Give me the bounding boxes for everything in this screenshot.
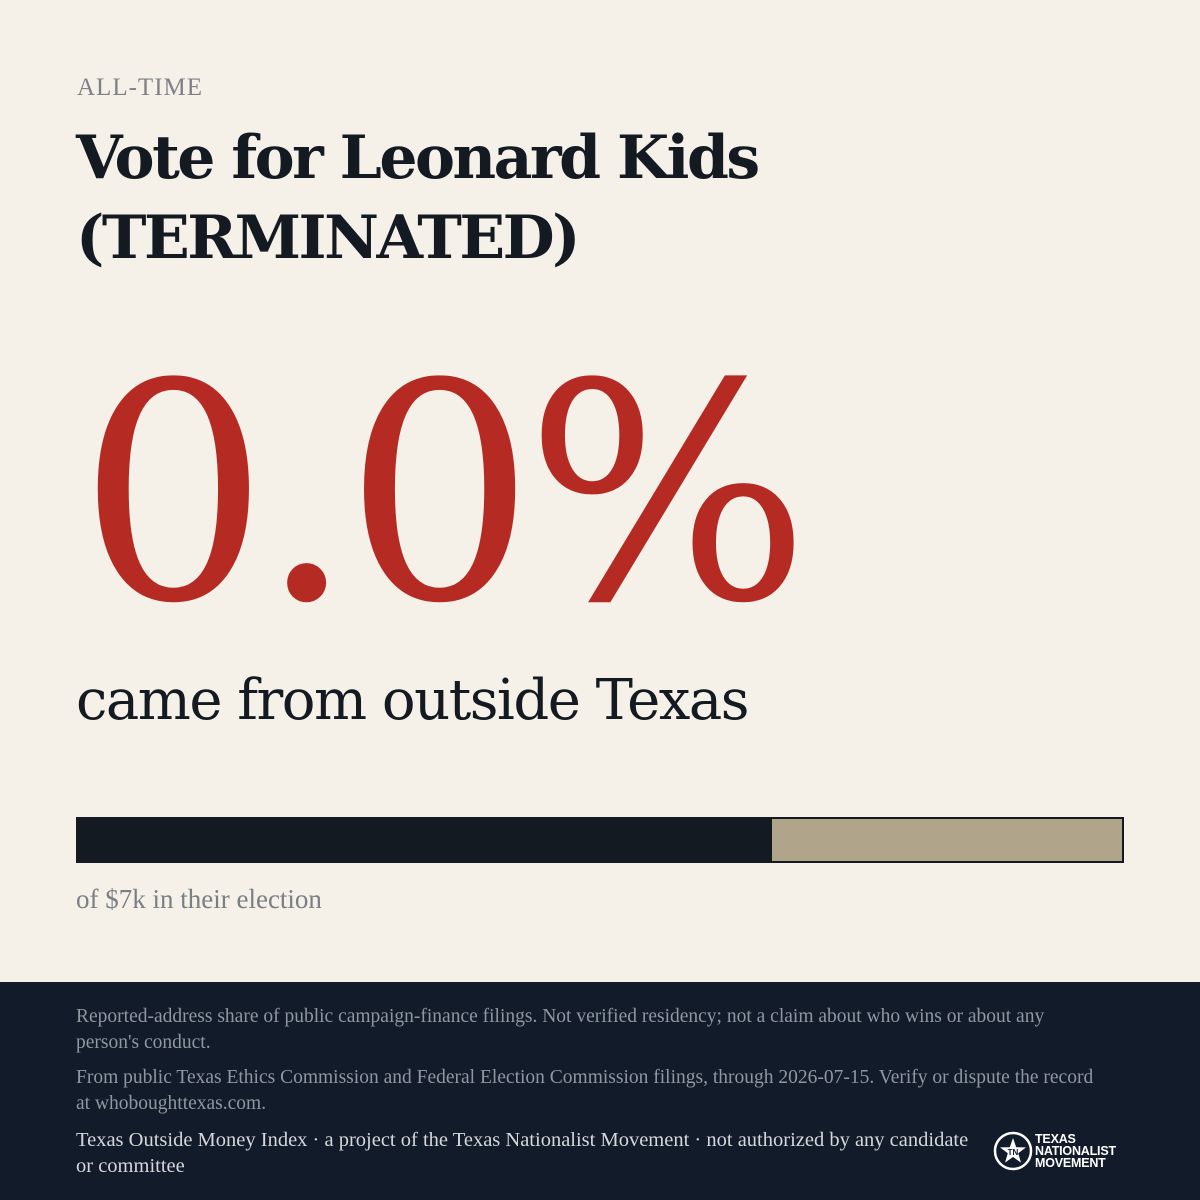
share-progress-bar [76, 817, 1124, 863]
logo-wordmark [1035, 1133, 1116, 1169]
page-title: Vote for Leonard Kids (TERMINATED) [76, 123, 758, 273]
source-note: From public Texas Ethics Commission and Federal Election Commission filings, through 2026-07-15. Verify or dispute the record at whoboughttexas.com. [76, 1067, 1094, 1114]
logo-line: NATIONALIST [1035, 1144, 1116, 1158]
attribution-note: Texas Outside Money Index · a project of the Texas Nationalist Movement · not authorized by any candidate or committee [76, 1129, 969, 1177]
tnm-logo [993, 1131, 1116, 1171]
eyebrow-label: ALL-TIME [77, 74, 204, 101]
logo-line: MOVEMENT [1035, 1156, 1106, 1170]
logo-line: TEXAS [1035, 1132, 1076, 1146]
star-emblem-icon [993, 1131, 1033, 1171]
share-progress-fill [78, 819, 772, 861]
svg-text:TN: TN [1007, 1148, 1019, 1157]
total-caption: of $7k in their election [76, 884, 322, 914]
headline-percentage: 0.0% [78, 320, 801, 669]
headline-subtitle: came from outside Texas [76, 668, 748, 733]
disclaimer-note: Reported-address share of public campaign-finance filings. Not verified residency; not a claim about who wins or about any person's conduct. [76, 1006, 1045, 1053]
